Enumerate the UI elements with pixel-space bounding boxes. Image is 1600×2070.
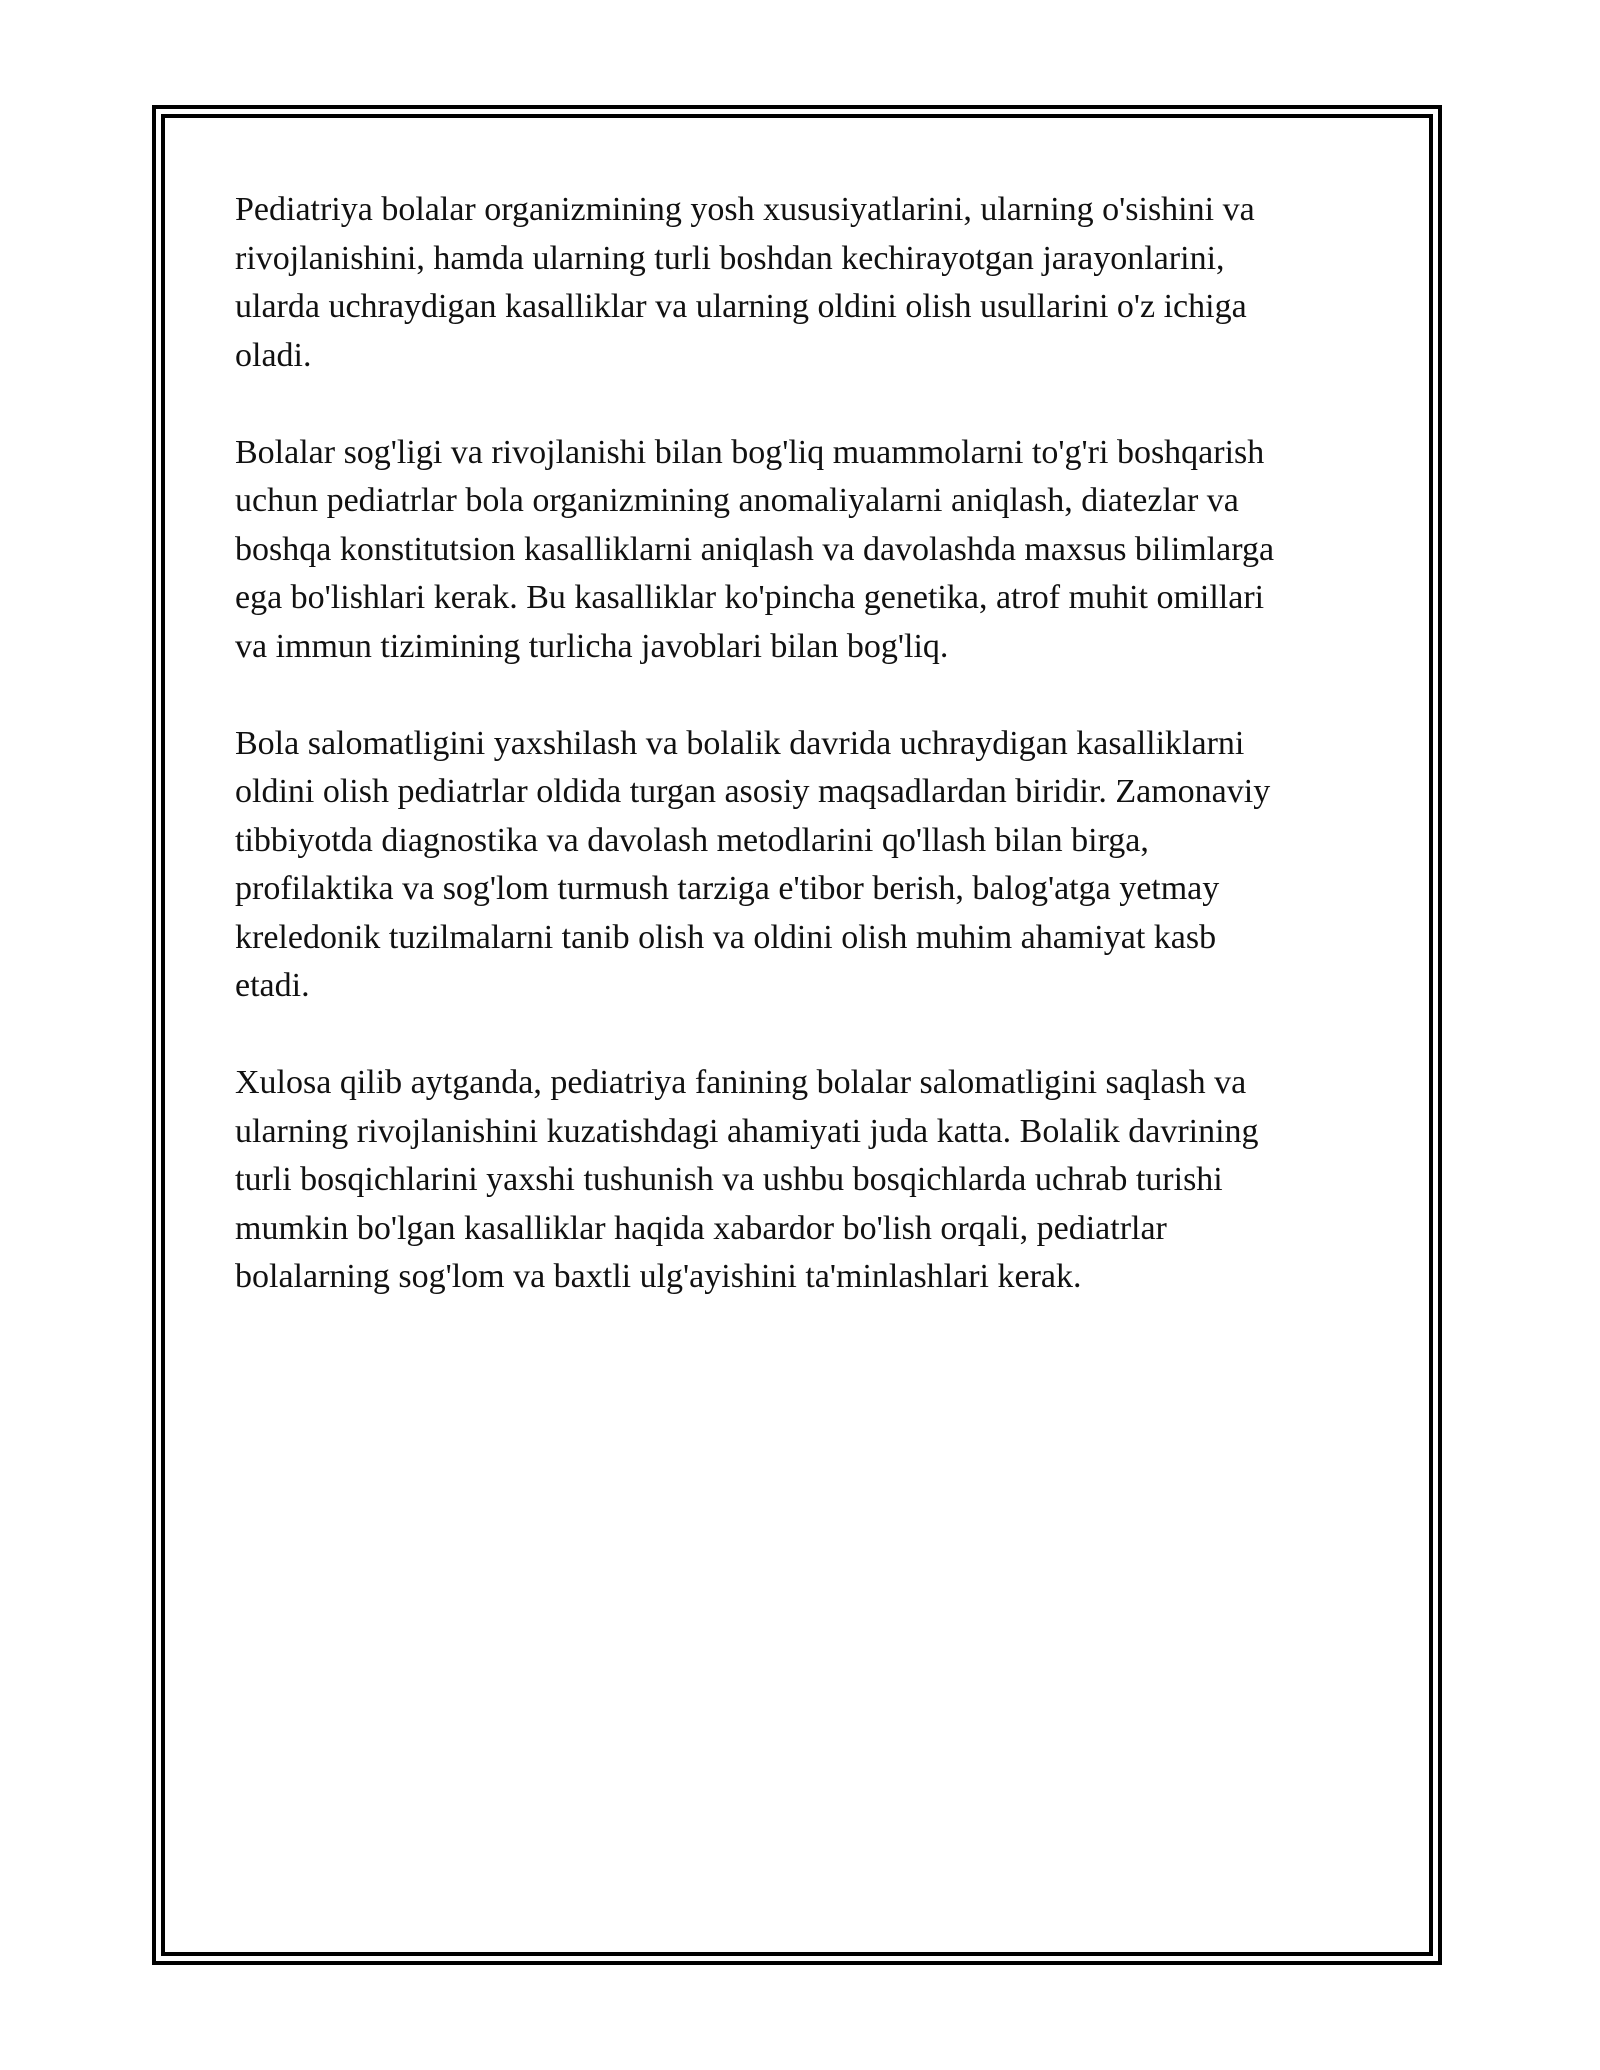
paragraph-3: Bola salomatligini yaxshilash va bolalik davrida uchraydigan kasalliklarni oldini olish pediatrlar oldida turgan asosiy maqsadlardan biridir. Zamonaviy tibbiyotda diagnostika va davolash metodlarini qo'llash bilan birga, profilaktika va sog'lom turmush tarziga e'tibor berish, balog'atga yetmay kreledonik tuzilmalarni tanib olish va oldini olish muhim ahamiyat kasb etadi.: [235, 724, 1271, 1004]
paragraph-4: Xulosa qilib aytganda, pediatriya fanining bolalar salomatligini saqlash va ularning rivojlanishini kuzatishdagi ahamiyati juda katta. Bolalik davrining turli bosqichlarini yaxshi tushunish va ushbu bosqichlarda uchrab turishi mumkin bo'lgan kasalliklar haqida xabardor bo'lish orqali, pediatrlar bolalarning sog'lom va baxtli ulg'ayishini ta'minlashlari kerak.: [235, 1064, 1259, 1295]
paragraph-1: Pediatriya bolalar organizmining yosh xususiyatlarini, ularning o'sishini va rivojlanishini, hamda ularning turli boshdan kechirayotgan jarayonlarini, ularda uchraydigan kasalliklar va ularning oldini olish usullarini o'z ichiga oladi.: [235, 191, 1255, 374]
paragraph-2: Bolalar sog'ligi va rivojlanishi bilan bog'liq muammolarni to'g'ri boshqarish uchun pediatrlar bola organizmining anomaliyalarni aniqlash, diatezlar va boshqa konstitutsion kasalliklarni aniqlash va davolashda maxsus bilimlarga ega bo'lishlari kerak. Bu kasalliklar ko'pincha genetika, atrof muhit omillari va immun tizimining turlicha javoblari bilan bog'liq.: [235, 433, 1275, 665]
document-body: [235, 186, 1365, 1350]
